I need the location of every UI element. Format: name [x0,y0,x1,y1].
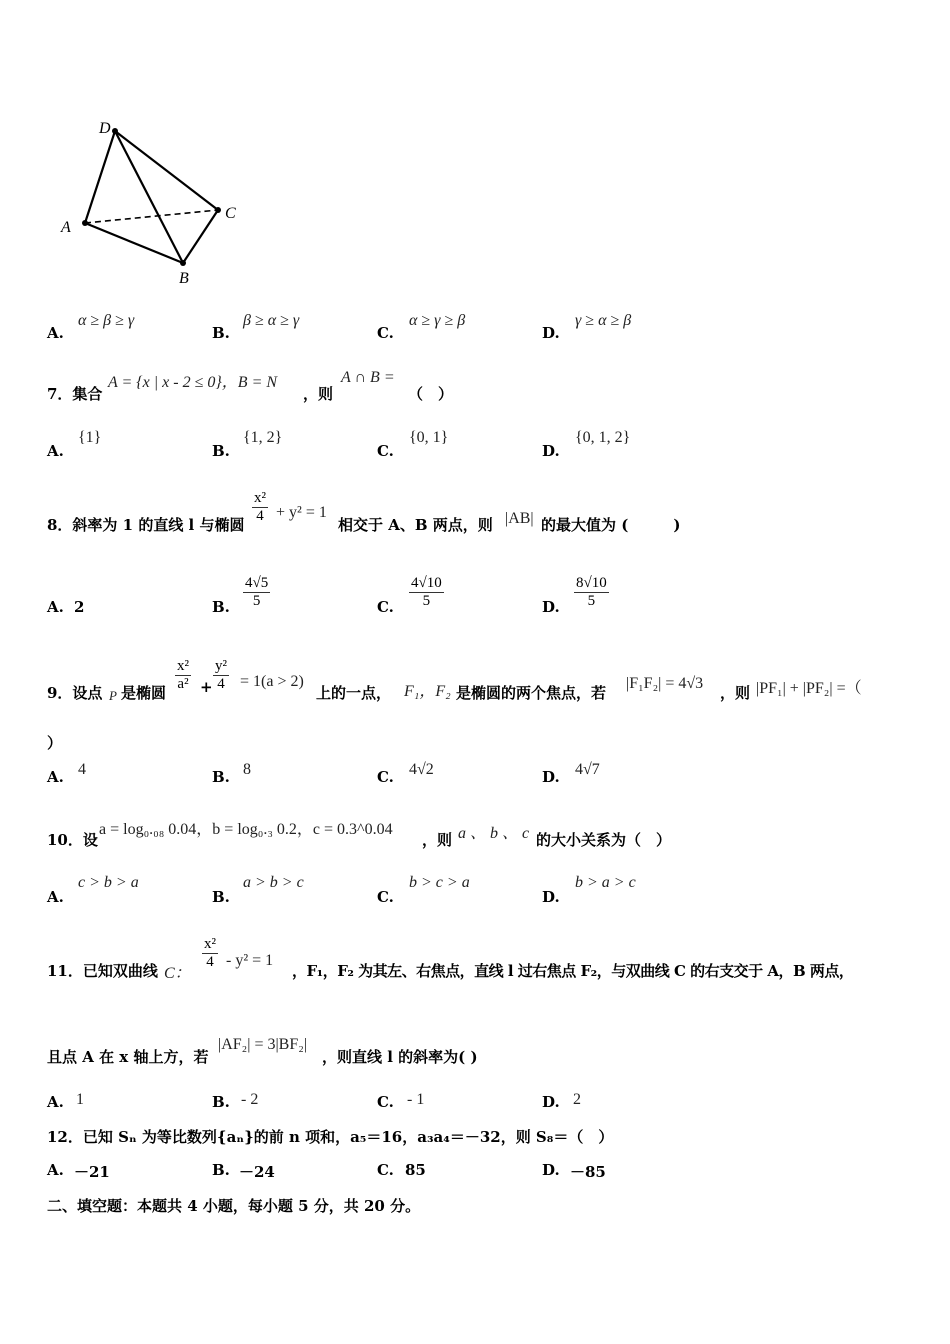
q9-f2-num: y² [215,658,227,674]
q12-option-b-label: B. [212,1161,230,1179]
q8-option-c [409,575,444,609]
q10-option-a-label: A. [47,888,64,906]
q10-option-d: b > a > c [575,874,636,891]
q10-option-d-label: D. [542,888,560,906]
q11-option-c: - 1 [407,1091,425,1108]
vertex-label-b: B [179,270,189,287]
q9-mid4: ，则 [720,684,751,702]
q6-option-a: α ≥ β ≥ γ [78,312,135,329]
q8-option-d-den: 5 [587,592,596,609]
q9-plus: + [200,678,213,696]
q11-fraction [202,936,218,970]
q12-option-d: －85 [570,1163,606,1181]
q9-point-p: P [109,688,117,703]
q9-condition: |F₁F₂| = 4√3 [626,675,704,692]
q10-definitions: a = log₀.₀₈ 0.04，b = log₀.₃ 0.2，c = 0.3^0.04 [99,821,393,838]
q11-line2-b: ，则直线 l 的斜率为( ) [322,1048,478,1066]
q12-option-c-label: C. [377,1161,394,1179]
q11-condition: |AF₂| = 3|BF₂| [218,1036,308,1053]
q7-option-b: {1, 2} [243,429,283,446]
q7-option-a-label: A. [47,442,64,460]
q9-option-d-label: D. [542,768,560,786]
q7-prefix: 7．集合 [47,385,103,403]
q12-option-d-label: D. [542,1161,560,1179]
q9-close: ） [47,734,63,752]
q8-option-d-label: D. [542,598,560,616]
q10-option-b-label: B. [212,888,230,906]
q9-f1-num: x² [177,658,189,674]
q9-option-c-label: C. [377,768,394,786]
q10-mid: ，则 [422,831,453,849]
q10-option-b: a > b > c [243,874,304,891]
q9-f1-den: a² [177,675,189,692]
q11-option-a-label: A. [47,1093,64,1111]
q7-option-d-label: D. [542,442,560,460]
q12-option-a-label: A. [47,1161,64,1179]
q6-option-b-label: B. [212,324,230,342]
q9-option-a-label: A. [47,768,64,786]
q10-vars: a 、 b 、 c [458,825,530,842]
q9-option-c: 4√2 [409,761,434,778]
q6-option-d-label: D. [542,324,560,342]
vertex-label-a: A [61,219,71,236]
tetrahedron-figure [55,115,255,295]
q11-line1-rest: ，F₁，F₂ 为其左、右焦点，直线 l 过右焦点 F₂，与双曲线 C 的右支交于 A，B 两点， [292,962,854,980]
q8-option-c-num: 4√10 [411,575,442,591]
section-2-heading: 二、填空题：本题共 4 小题，每小题 5 分，共 20 分。 [47,1197,421,1215]
q7-suffix: （ ） [408,385,454,403]
q8-option-a-label: A. [47,598,64,616]
q12-text: 12．已知 Sₙ 为等比数列{aₙ}的前 n 项和，a₅＝16，a₃a₄＝－32，则 S₈＝（ ） [47,1128,614,1146]
q11-curve-name: C： [164,965,191,982]
q8-mid: 相交于 A、B 两点，则 [338,516,493,534]
q8-frac-den: 4 [256,507,264,524]
q8-abs: |AB| [505,510,534,527]
q10-option-a: c > b > a [78,874,139,891]
q7-mid: ，则 [303,385,334,403]
q11-option-d: 2 [573,1091,581,1108]
q9-f2-den: 4 [217,675,225,692]
q8-fraction [252,490,268,524]
q11-option-b: - 2 [241,1091,259,1108]
q11-line2-a: 且点 A 在 x 轴上方，若 [47,1048,209,1066]
q7-set-definition: A = {x | x - 2 ≤ 0}，B = N [108,374,278,391]
q11-option-b-label: B. [212,1093,230,1111]
q11-option-c-label: C. [377,1093,394,1111]
q7-intersection: A ∩ B = [341,369,395,386]
q8-option-b-label: B. [212,598,230,616]
q7-option-c-label: C. [377,442,394,460]
q10-suffix: 的大小关系为（ ） [536,831,672,849]
q7-option-a: {1} [78,429,102,446]
q9-option-b-label: B. [212,768,230,786]
q11-frac-num: x² [204,936,216,952]
q9-mid2: 上的一点， [316,684,392,702]
q8-equation-tail: + y² = 1 [276,504,327,521]
q10-option-c: b > c > a [409,874,470,891]
q8-suffix: 的最大值为 ( ) [541,516,681,534]
q8-option-b [243,575,270,609]
q9-prefix: 9．设点 [47,684,103,702]
q9-mid1: 是椭圆 [121,684,167,702]
q8-option-d [574,575,609,609]
q6-option-b: β ≥ α ≥ γ [243,312,300,329]
q12-option-a: －21 [74,1163,110,1181]
q8-option-b-den: 5 [252,592,261,609]
q9-fraction-1 [175,658,191,692]
q9-option-a: 4 [78,761,86,778]
q7-option-d: {0, 1, 2} [575,429,631,446]
q11-frac-den: 4 [206,953,214,970]
q11-option-d-label: D. [542,1093,560,1111]
q9-expression: |PF₁| + |PF₂| =（ [756,680,862,697]
q11-option-a: 1 [76,1091,84,1108]
q6-option-a-label: A. [47,324,64,342]
q9-equation-tail: = 1(a > 2) [240,673,304,690]
q11-prefix: 11．已知双曲线 [47,962,158,980]
q8-option-c-den: 5 [422,592,431,609]
q9-foci: F₁，F₂ [404,683,451,700]
vertex-label-d: D [99,120,111,137]
q8-option-a: 2 [74,598,85,616]
q7-option-c: {0, 1} [409,429,449,446]
q8-prefix: 8．斜率为 1 的直线 l 与椭圆 [47,516,245,534]
q10-prefix: 10．设 [47,831,98,849]
q8-option-b-num: 4√5 [245,575,269,591]
vertex-label-c: C [225,205,236,222]
q7-option-b-label: B. [212,442,230,460]
q11-equation-tail: - y² = 1 [226,952,274,969]
q10-option-c-label: C. [377,888,394,906]
q9-option-b: 8 [243,761,251,778]
q6-option-d: γ ≥ α ≥ β [575,312,632,329]
q12-option-b: －24 [239,1163,275,1181]
q8-frac-num: x² [254,490,266,506]
q8-option-c-label: C. [377,598,394,616]
q6-option-c-label: C. [377,324,394,342]
q9-mid3: 是椭圆的两个焦点，若 [456,684,607,702]
q9-option-d: 4√7 [575,761,600,778]
q8-option-d-num: 8√10 [576,575,607,591]
q6-option-c: α ≥ γ ≥ β [409,312,466,329]
q12-option-c: 85 [405,1161,426,1179]
q9-fraction-2 [213,658,229,692]
